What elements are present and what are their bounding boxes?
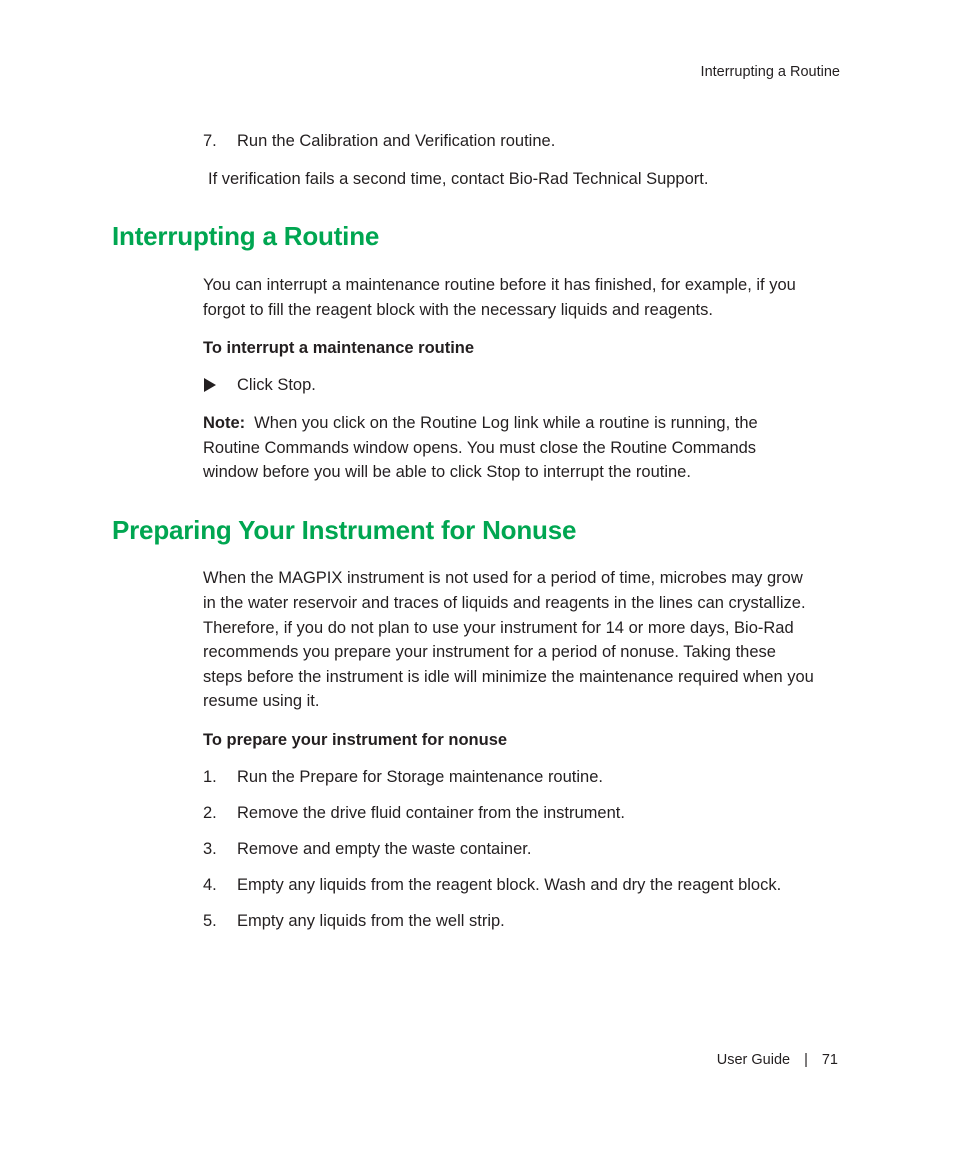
note-line-1 bbox=[203, 411, 758, 436]
list-item-number: 5. bbox=[203, 912, 217, 930]
note-label: Note: bbox=[203, 414, 246, 432]
nonuse-para-line: steps before the instrument is idle will minimize the maintenance required when you bbox=[203, 668, 814, 686]
list-item-number: 2. bbox=[203, 804, 217, 822]
nonuse-para-line: in the water reservoir and traces of liquids and reagents in the lines can crystallize. bbox=[203, 594, 806, 612]
nonuse-para-line: recommends you prepare your instrument for a period of nonuse. Taking these bbox=[203, 643, 776, 661]
note-text-1: When you click on the Routine Log link while a routine is running, the bbox=[254, 414, 758, 432]
step-text: Run the Calibration and Verification routine. bbox=[237, 132, 556, 150]
page-footer bbox=[717, 1052, 838, 1068]
note-line-2: Routine Commands window opens. You must close the Routine Commands bbox=[203, 439, 757, 457]
page-number: 71 bbox=[821, 1052, 838, 1068]
note-line-3: window before you will be able to click Stop to interrupt the routine. bbox=[203, 463, 691, 481]
nonuse-para-line: resume using it. bbox=[203, 692, 320, 710]
footer-guide-label: User Guide bbox=[716, 1052, 791, 1068]
list-item: Remove the drive fluid container from the instrument. bbox=[237, 804, 625, 822]
list-item: Run the Prepare for Storage maintenance routine. bbox=[237, 768, 603, 786]
list-item-number: 4. bbox=[203, 876, 217, 894]
section-heading-interrupting: Interrupting a Routine bbox=[112, 221, 380, 251]
footer-separator: | bbox=[804, 1052, 808, 1068]
nonuse-para-line: When the MAGPIX instrument is not used for a period of time, microbes may grow bbox=[203, 569, 803, 587]
list-item-number: 1. bbox=[203, 768, 217, 786]
intro-line-2: forgot to fill the reagent block with the necessary liquids and reagents. bbox=[203, 301, 713, 319]
list-item: Empty any liquids from the reagent block. Wash and dry the reagent block. bbox=[237, 876, 782, 894]
list-item: Empty any liquids from the well strip. bbox=[237, 912, 505, 930]
procedure-title-nonuse: To prepare your instrument for nonuse bbox=[203, 731, 508, 749]
step-number: 7. bbox=[203, 132, 217, 150]
running-header: Interrupting a Routine bbox=[700, 64, 840, 80]
nonuse-para-line: Therefore, if you do not plan to use your instrument for 14 or more days, Bio-Rad bbox=[203, 619, 794, 637]
list-item: Remove and empty the waste container. bbox=[237, 840, 532, 858]
step-followup: If verification fails a second time, contact Bio-Rad Technical Support. bbox=[208, 170, 709, 188]
right-triangle-bullet-icon bbox=[204, 378, 216, 397]
list-item-number: 3. bbox=[203, 840, 217, 858]
intro-line-1: You can interrupt a maintenance routine before it has finished, for example, if you bbox=[203, 276, 796, 294]
section-heading-nonuse: Preparing Your Instrument for Nonuse bbox=[112, 515, 577, 545]
bullet-text: Click Stop. bbox=[237, 376, 316, 394]
procedure-title-interrupt: To interrupt a maintenance routine bbox=[203, 339, 475, 357]
